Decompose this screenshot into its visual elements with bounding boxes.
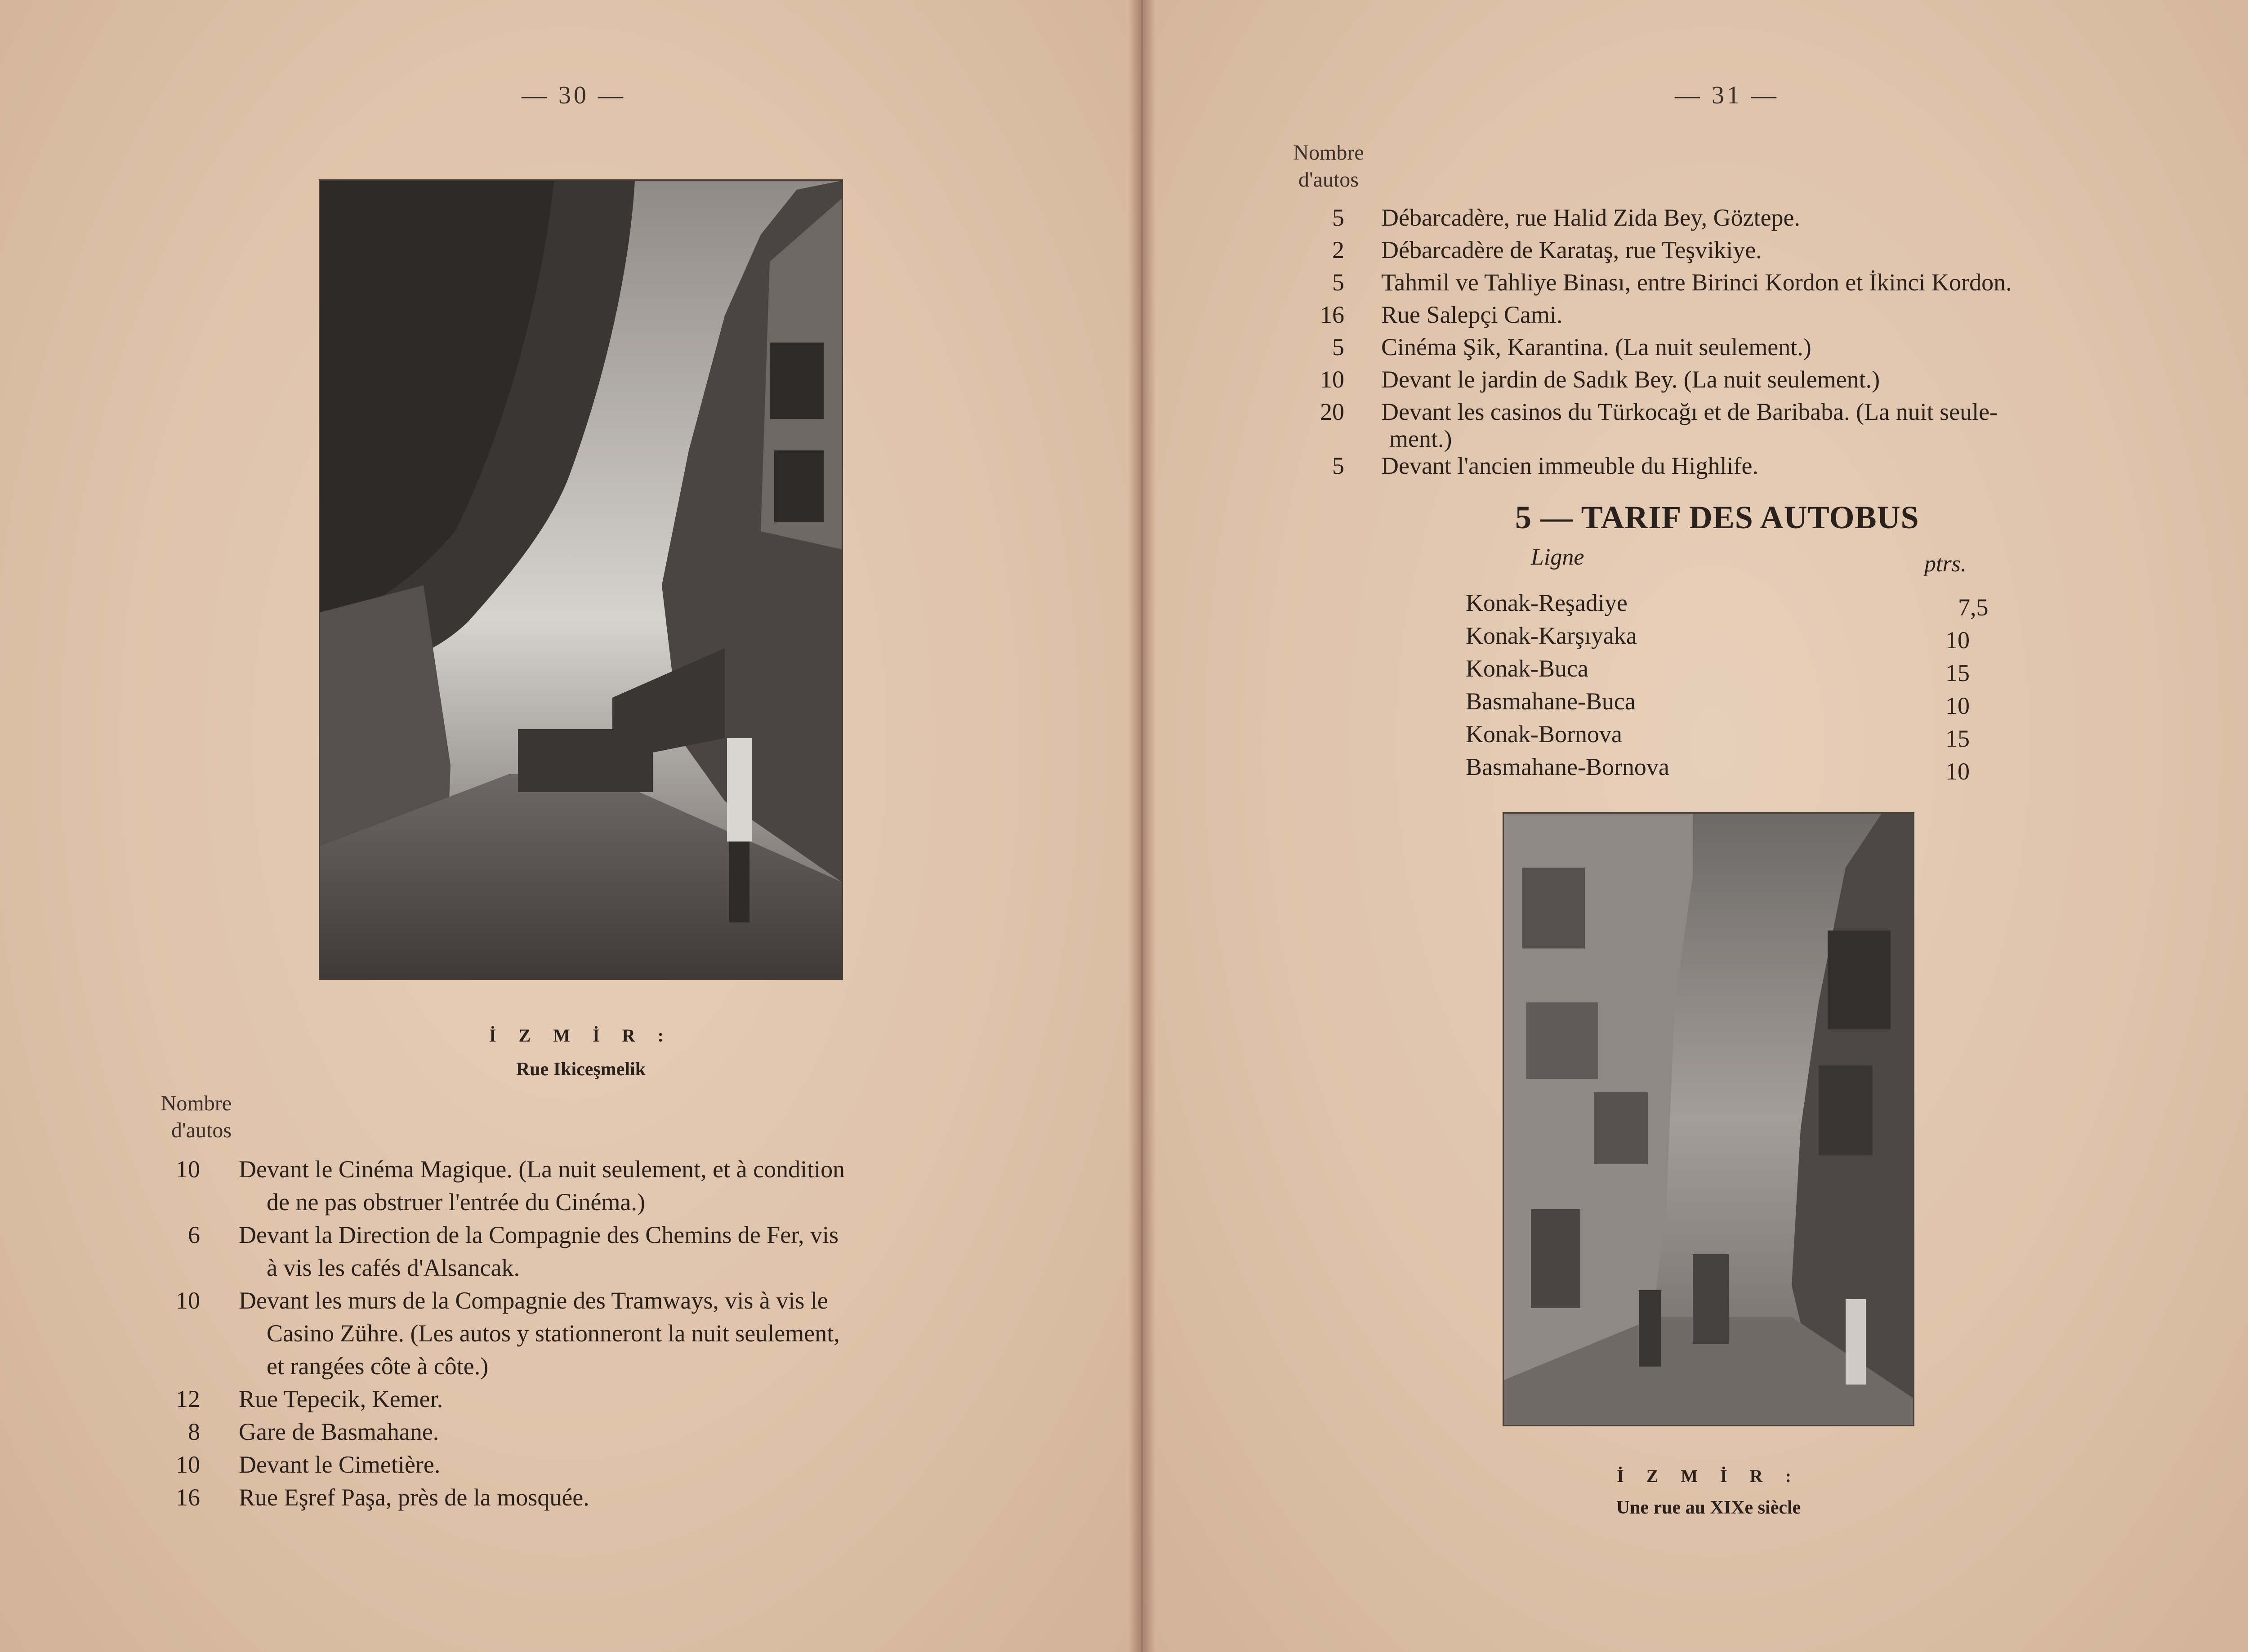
stand-line: Rue Tepecik, Kemer. — [239, 1385, 443, 1412]
tariff-price: 10 — [1945, 758, 1970, 785]
list-item — [173, 1416, 1012, 1448]
list-item — [1317, 234, 2174, 266]
taxi-stand-list — [173, 1153, 1012, 1514]
list-item — [173, 1219, 1012, 1284]
car-count: 5 — [1332, 269, 1344, 296]
column-heading-line2: d'autos — [1298, 168, 1359, 191]
stand-line: Casino Zühre. (Les autos y stationneront la nuit seulement, — [267, 1320, 840, 1347]
page-number: — 30 — — [522, 81, 626, 109]
list-item — [1317, 201, 2174, 234]
tariff-price: 10 — [1945, 627, 1970, 654]
street-photo-19th-century — [1504, 814, 1913, 1425]
stand-location: Débarcadère, rue Halid Zida Bey, Göztepe. — [1381, 204, 1801, 231]
tariff-route: Konak-Buca — [1466, 655, 1588, 682]
car-count: 8 — [188, 1418, 200, 1445]
column-heading-line2: d'autos — [171, 1118, 232, 1142]
stand-location: Cinéma Şik, Karantina. (La nuit seulement.) — [1381, 334, 1811, 361]
stand-location — [236, 1448, 1012, 1481]
stand-location — [236, 1284, 1012, 1383]
list-item — [173, 1153, 1012, 1219]
car-count: 16 — [176, 1484, 200, 1511]
stand-line: Devant les casinos du Türkocağı et de Baribaba. (La nuit seule- — [1381, 398, 1998, 425]
tariff-price: 7,5 — [1958, 594, 1989, 621]
stand-line: ment.) — [1389, 425, 1452, 452]
tariff-route: Basmahane-Buca — [1466, 688, 1636, 715]
column-heading — [1279, 139, 1378, 193]
stand-line: à vis les cafés d'Alsancak. — [267, 1254, 520, 1281]
stand-line: et rangées côte à côte.) — [267, 1353, 489, 1380]
tariff-price: 10 — [1945, 692, 1970, 719]
column-heading — [135, 1090, 232, 1144]
car-count: 12 — [176, 1385, 200, 1412]
stand-location — [236, 1416, 1012, 1448]
stand-line: Devant le Cimetière. — [239, 1451, 441, 1478]
list-item — [173, 1448, 1012, 1481]
section-title: 5 — TARIF DES AUTOBUS — [1515, 499, 1919, 535]
stand-line: Devant la Direction de la Compagnie des Chemins de Fer, vis — [239, 1221, 839, 1248]
tariff-price: 15 — [1945, 725, 1970, 752]
photo-caption-title: Rue Ikiceşmelik — [516, 1059, 646, 1080]
right-page — [1144, 0, 2248, 1652]
page-number: — 31 — — [1675, 81, 1779, 109]
list-item — [1317, 396, 2174, 450]
tariff-price: 15 — [1945, 659, 1970, 686]
car-count: 20 — [1320, 398, 1344, 425]
stand-line: Gare de Basmahane. — [239, 1418, 439, 1445]
car-count: 5 — [1332, 334, 1344, 361]
stand-location: Débarcadère de Karataş, rue Teşvikiye. — [1381, 236, 1762, 263]
photo-caption-title: Une rue au XIXe siècle — [1616, 1497, 1801, 1518]
tariff-column-line: Ligne — [1531, 544, 1584, 570]
tariff-route: Konak-Karşıyaka — [1466, 622, 1637, 649]
stand-line: Devant le Cinéma Magique. (La nuit seulement, et à condition — [239, 1156, 845, 1183]
list-item — [173, 1284, 1012, 1383]
list-item — [1317, 298, 2174, 331]
column-heading-line1: Nombre — [161, 1091, 232, 1115]
list-item — [1317, 331, 2174, 363]
street-photo-ikicesmelik — [320, 181, 842, 979]
stand-location: Rue Salepçi Cami. — [1381, 301, 1563, 328]
stand-location — [236, 1153, 1012, 1219]
car-count: 5 — [1332, 204, 1344, 231]
stand-location — [236, 1383, 1012, 1416]
stand-line: Rue Eşref Paşa, près de la mosquée. — [239, 1484, 589, 1511]
car-count: 10 — [1320, 366, 1344, 393]
list-item — [173, 1481, 1012, 1514]
stand-line: Devant les murs de la Compagnie des Tramways, vis à vis le — [239, 1287, 828, 1314]
car-count: 6 — [188, 1221, 200, 1248]
stand-location: Devant l'ancien immeuble du Highlife. — [1381, 452, 1758, 479]
list-item — [1317, 450, 2174, 482]
car-count: 10 — [176, 1451, 200, 1478]
stand-location — [236, 1219, 1012, 1284]
column-heading-line1: Nombre — [1293, 141, 1364, 165]
taxi-stand-list — [1317, 201, 2174, 482]
car-count: 5 — [1332, 452, 1344, 479]
stand-location: Tahmil ve Tahliye Binası, entre Birinci Kordon et İkinci Kordon. — [1381, 269, 2012, 296]
car-count: 10 — [176, 1287, 200, 1314]
tariff-route: Konak-Reşadiye — [1466, 589, 1628, 616]
car-count: 10 — [176, 1156, 200, 1183]
stand-location — [236, 1481, 1012, 1514]
list-item — [1317, 266, 2174, 298]
tariff-route: Basmahane-Bornova — [1466, 753, 1669, 780]
list-item — [173, 1383, 1012, 1416]
photo-caption-city: İ Z M İ R : — [489, 1025, 673, 1046]
car-count: 2 — [1332, 236, 1344, 263]
stand-location: Devant le jardin de Sadık Bey. (La nuit seulement.) — [1381, 366, 1880, 393]
tariff-route: Konak-Bornova — [1466, 721, 1622, 748]
stand-line: de ne pas obstruer l'entrée du Cinéma.) — [267, 1189, 645, 1216]
photo-caption-city: İ Z M İ R : — [1617, 1466, 1800, 1486]
tariff-column-price: ptrs. — [1924, 551, 1967, 577]
car-count: 16 — [1320, 301, 1344, 328]
stand-location — [1381, 396, 2174, 450]
list-item — [1317, 363, 2174, 396]
book-gutter — [1128, 0, 1155, 1652]
